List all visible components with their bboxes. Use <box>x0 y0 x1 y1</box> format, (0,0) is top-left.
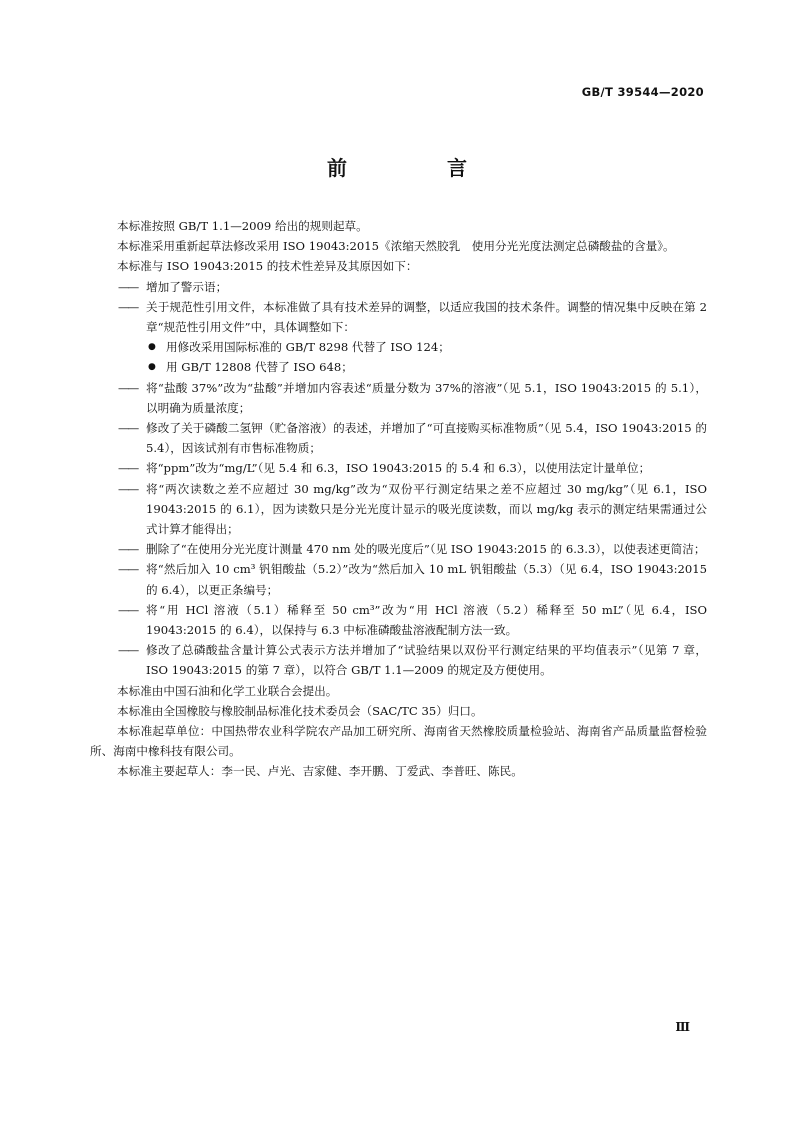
dash-list-item <box>90 277 707 297</box>
paragraph: 本标准起草单位：中国热带农业科学院农产品加工研究所、海南省天然橡胶质量检验站、海南省产品质量监督检验所、海南中橡科技有限公司。 <box>90 724 707 759</box>
dash-marker: —— <box>118 542 138 557</box>
dash-item-text: 修改了总磷酸盐含量计算公式表示方法并增加了“试验结果以双份平行测定结果的平均值表示”（见第 7 章，ISO 19043:2015 的第 7 章），以符合 GB/T 1.1—2009 的规定及方便使用。 <box>146 643 707 678</box>
dash-list-item <box>90 640 707 680</box>
dash-marker: —— <box>118 643 138 658</box>
dash-marker: —— <box>118 421 138 436</box>
dash-list-item <box>90 539 707 559</box>
dash-list-item <box>90 559 707 599</box>
dash-item-text: 将“用 HCl 溶液（5.1）稀释至 50 cm³”改为“用 HCl 溶液（5.2）稀释至 50 mL”（见 6.4，ISO 19043:2015 的 6.4），以保持与 6.3 中标准磷酸盐溶液配制方法一致。 <box>146 602 707 638</box>
document-body <box>90 216 707 782</box>
dash-marker: —— <box>118 299 138 314</box>
dash-item-text: 修改了关于磷酸二氢钾（贮备溶液）的表述，并增加了“可直接购买标准物质”（见 5.4，ISO 19043:2015 的 5.4），因该试剂有市售标准物质； <box>146 421 707 456</box>
dash-list-item <box>90 418 707 458</box>
dash-list-item <box>90 458 707 478</box>
page-title: 前 言 <box>327 156 507 180</box>
standard-code-header: GB/T 39544—2020 <box>581 85 704 99</box>
dash-list-item <box>90 378 707 418</box>
paragraph: 本标准按照 GB/T 1.1—2009 给出的规则起草。 <box>117 219 368 233</box>
bullet-icon: ● <box>148 362 156 373</box>
bullet-list-item <box>90 357 707 377</box>
dash-marker: —— <box>118 461 138 476</box>
dash-list-item <box>90 600 707 640</box>
paragraph: 本标准主要起草人：李一民、卢光、吉家健、李开鹏、丁爱武、李普旺、陈民。 <box>117 764 523 779</box>
dash-item-text: 将“盐酸 37%”改为“盐酸”并增加内容表述“质量分数为 37%的溶液”（见 5.1，ISO 19043:2015 的 5.1），以明确为质量浓度； <box>146 380 707 415</box>
bullet-list-item <box>90 337 707 357</box>
paragraph: 本标准与 ISO 19043:2015 的技术性差异及其原因如下： <box>117 259 418 274</box>
dash-item-text: 删除了“在使用分光光度计测量 470 nm 处的吸光度后”（见 ISO 19043:2015 的 6.3.3），以使表述更简洁； <box>146 542 706 557</box>
dash-list-item <box>90 297 707 337</box>
dash-marker: —— <box>118 380 138 395</box>
dash-item-text: 将“然后加入 10 cm³ 钒钼酸盐（5.2）”改为“然后加入 10 mL 钒钼酸盐（5.3）（见 6.4，ISO 19043:2015 的 6.4），以更正条编号； <box>146 562 707 597</box>
dash-marker: —— <box>118 481 138 496</box>
page-number: Ⅲ <box>675 1020 690 1034</box>
dash-marker: —— <box>118 562 138 577</box>
paragraph: 本标准采用重新起草法修改采用 ISO 19043:2015《浓缩天然胶乳 使用分光光度法测定总磷酸盐的含量》。 <box>117 239 675 254</box>
dash-marker: —— <box>118 602 138 617</box>
bullet-item-text: 用 GB/T 12808 代替了 ISO 648； <box>166 360 353 375</box>
bullet-icon: ● <box>148 342 156 353</box>
dash-marker: —— <box>118 279 138 294</box>
dash-item-text: 将“两次读数之差不应超过 30 mg/kg”改为“双份平行测定结果之差不应超过 30 mg/kg”（见 6.1，ISO 19043:2015 的 6.1），因为读数只是分光光度计显示的吸光度读数，而以 mg/kg 表示的测定结果需通过公式计算才能得出； <box>146 481 707 537</box>
dash-item-text: 增加了警示语； <box>146 279 228 294</box>
bullet-item-text: 用修改采用国际标准的 GB/T 8298 代替了 ISO 124； <box>166 340 450 355</box>
dash-list-item <box>90 479 707 540</box>
dash-item-text: 关于规范性引用文件，本标准做了具有技术差异的调整，以适应我国的技术条件。调整的情况集中反映在第 2 章“规范性引用文件”中，具体调整如下： <box>146 299 707 335</box>
paragraph: 本标准由中国石油和化学工业联合会提出。 <box>117 683 338 698</box>
dash-item-text: 将“ppm”改为“mg/L”（见 5.4 和 6.3，ISO 19043:2015 的 5.4 和 6.3），以使用法定计量单位； <box>146 461 651 476</box>
paragraph: 本标准由全国橡胶与橡胶制品标准化技术委员会（SAC/TC 35）归口。 <box>117 703 483 718</box>
